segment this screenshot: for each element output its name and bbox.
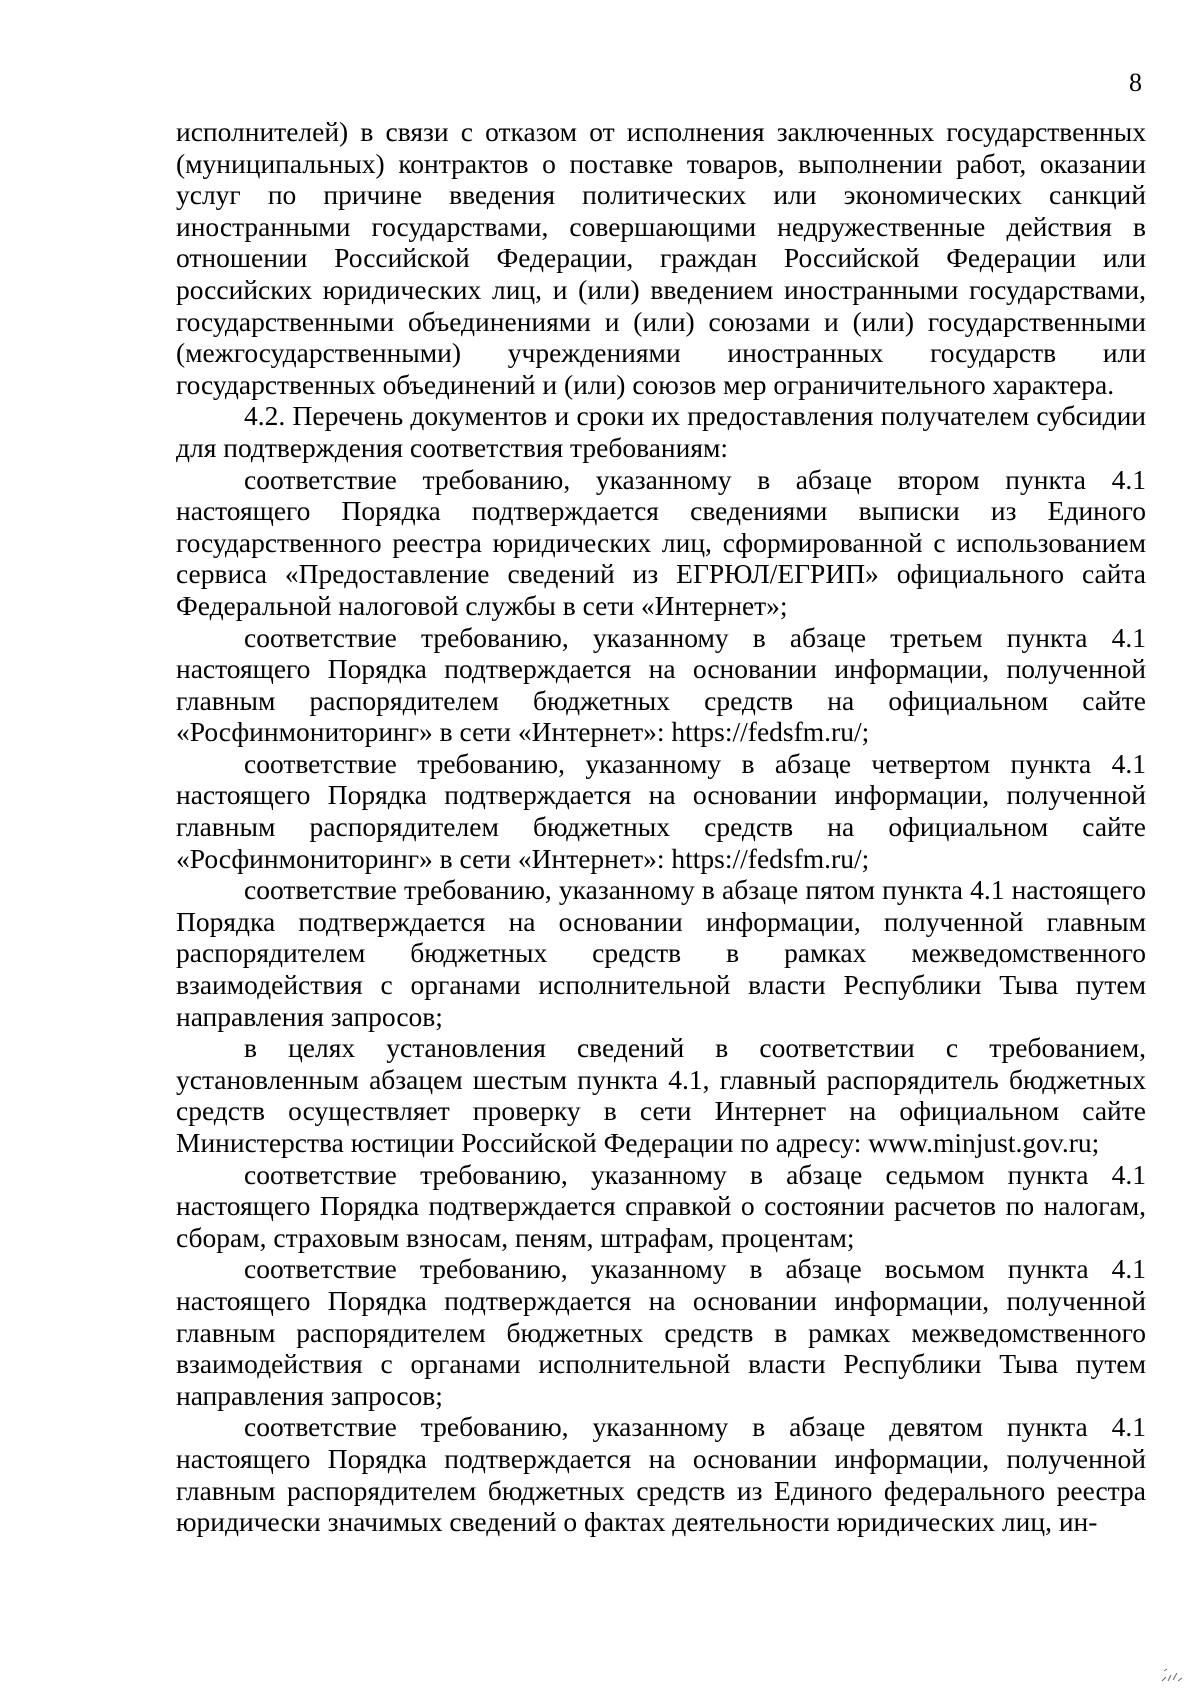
paragraph-requirement-5: соответствие требованию, указанному в абзаце пятом пункта 4.1 настоящего Порядка подтверждается на основании информации, полученной главным распорядителем бюджетных средств в рамках межведомственного взаимодействия с органами исполнительной власти Республики Тыва путем направления запросов;: [176, 874, 1146, 1032]
paragraph-requirement-3: соответствие требованию, указанному в абзаце третьем пункта 4.1 настоящего Порядка подтверждается на основании информации, полученной главным распорядителем бюджетных средств на официальном сайте «Росфинмониторинг» в сети «Интернет»: https://fedsfm.ru/;: [176, 621, 1146, 748]
paragraph-section-4-2: 4.2. Перечень документов и сроки их предоставления получателем субсидии для подтверждения соответствия требованиям:: [176, 400, 1146, 463]
paragraph-requirement-9: соответствие требованию, указанному в абзаце девятом пункта 4.1 настоящего Порядка подтверждается на основании информации, полученной главным распорядителем бюджетных средств из Единого федерального реестра юридически значимых сведений о фактах деятельности юридических лиц, ин-: [176, 1411, 1146, 1538]
page-number: 8: [1129, 68, 1142, 97]
paragraph-requirement-2: соответствие требованию, указанному в абзаце втором пункта 4.1 настоящего Порядка подтверждается сведениями выписки из Единого государственного реестра юридических лиц, сформированной с использованием сервиса «Предоставление сведений из ЕГРЮЛ/ЕГРИП» официального сайта Федеральной налоговой службы в сети «Интернет»;: [176, 463, 1146, 621]
scan-artifact-mark: [1158, 1663, 1186, 1685]
paragraph-requirement-6: в целях установления сведений в соответствии с требованием, установленным абзацем шестым пункта 4.1, главный распорядитель бюджетных средств осуществляет проверку в сети Интернет на официальном сайте Министерства юстиции Российской Федерации по адресу: www.minjust.gov.ru;: [176, 1032, 1146, 1158]
paragraph-requirement-7: соответствие требованию, указанному в абзаце седьмом пункта 4.1 настоящего Порядка подтверждается справкой о состоянии расчетов по налогам, сборам, страховым взносам, пеням, штрафам, процентам;: [176, 1158, 1146, 1253]
document-body: [176, 116, 1146, 1538]
paragraph-continuation: исполнителей) в связи с отказом от исполнения заключенных государственных (муниципальных) контрактов о поставке товаров, выполнении работ, оказании услуг по причине введения политических или экономических санкций иностранными государствами, совершающими недружественные действия в отношении Российской Федерации, граждан Российской Федерации или российских юридических лиц, и (или) введением иностранными государствами, государственными объединениями и (или) союзами и (или) государственными (межгосударственными) учреждениями иностранных государств или государственных объединений и (или) союзов мер ограничительного характера.: [176, 116, 1146, 400]
paragraph-requirement-8: соответствие требованию, указанному в абзаце восьмом пункта 4.1 настоящего Порядка подтверждается на основании информации, полученной главным распорядителем бюджетных средств в рамках межведомственного взаимодействия с органами исполнительной власти Республики Тыва путем направления запросов;: [176, 1253, 1146, 1411]
paragraph-requirement-4: соответствие требованию, указанному в абзаце четвертом пункта 4.1 настоящего Порядка подтверждается на основании информации, полученной главным распорядителем бюджетных средств на официальном сайте «Росфинмониторинг» в сети «Интернет»: https://fedsfm.ru/;: [176, 747, 1146, 874]
